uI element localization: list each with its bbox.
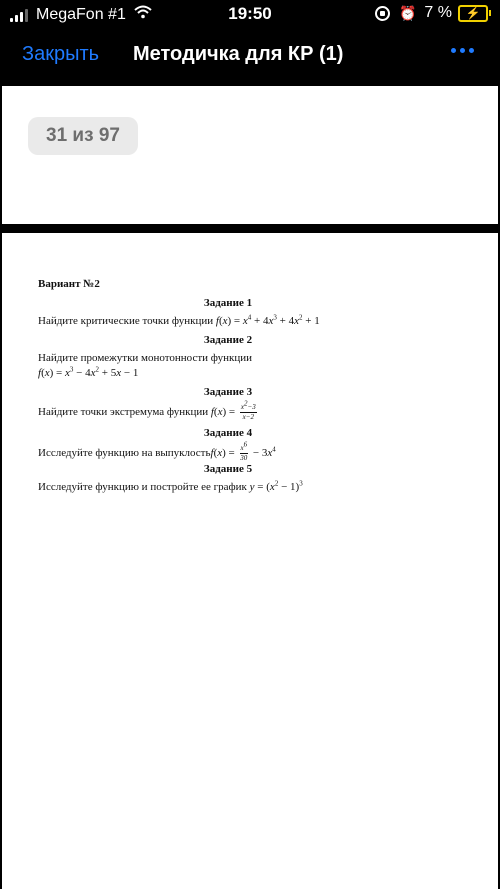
task-text-3: Найдите точки экстремума функции [38,406,209,419]
task-heading-1: Задание 1 [203,297,253,309]
task-heading-2: Задание 2 [203,334,253,346]
page-counter: 31 из 97 [28,117,138,155]
document-title: Методичка для КР (1) [133,43,344,65]
task-text-2: Найдите промежутки монотонности функции [38,352,253,364]
more-options-icon[interactable] [447,48,474,53]
status-time: 19:50 [228,4,272,23]
task-4: Исследуйте функцию на выпуклостьf(x) = $\frac{x^6}{30}$ − $3x^4$ [38,440,276,462]
task-formula-1: f [215,315,219,327]
task-formula-4: $\frac{x^6}{30}$ [240,440,248,462]
alarm-icon: ⏰ [398,4,417,21]
task-heading-4: Задание 4 [203,427,253,439]
status-right [375,4,488,22]
task-1: Найдите критические точки функции $f(x) = x^4 + 4x^3 + 4x^2 + 1$ [38,313,320,327]
document-page[interactable] [2,233,498,889]
task-formula-3: $\frac{x^2-3}{x-2}$ [240,399,256,421]
task-heading-3: Задание 3 [203,386,253,398]
task-3: Найдите точки экстремума функции f(x) = $\frac{x^2-3}{x-2}$ [38,399,256,421]
previous-page[interactable] [2,86,498,224]
task-5: Исследуйте функцию и постройте ее график $y = (x^2 - 1)^3$ [38,479,303,493]
task-text-5: Исследуйте функцию и постройте ее график [38,481,247,493]
task-formula-2: $f(x) = x^3 - 4x^2 + 5x - 1$ [38,365,139,379]
carrier-name: MegaFon #1 [36,5,126,23]
navigation-bar [0,30,500,86]
battery-icon: ⚡ [458,5,488,22]
orientation-lock-icon [375,6,390,21]
battery-percent: 7 % [424,4,452,21]
close-button[interactable]: Закрыть [22,43,100,65]
task-heading-5: Задание 5 [203,463,253,475]
task-text-4: Исследуйте функцию на выпуклость [38,447,211,460]
status-bar [0,0,500,30]
document-content [38,278,468,495]
variant-heading: Вариант №2 [38,278,100,290]
task-text-1: Найдите критические точки функции [38,315,214,327]
